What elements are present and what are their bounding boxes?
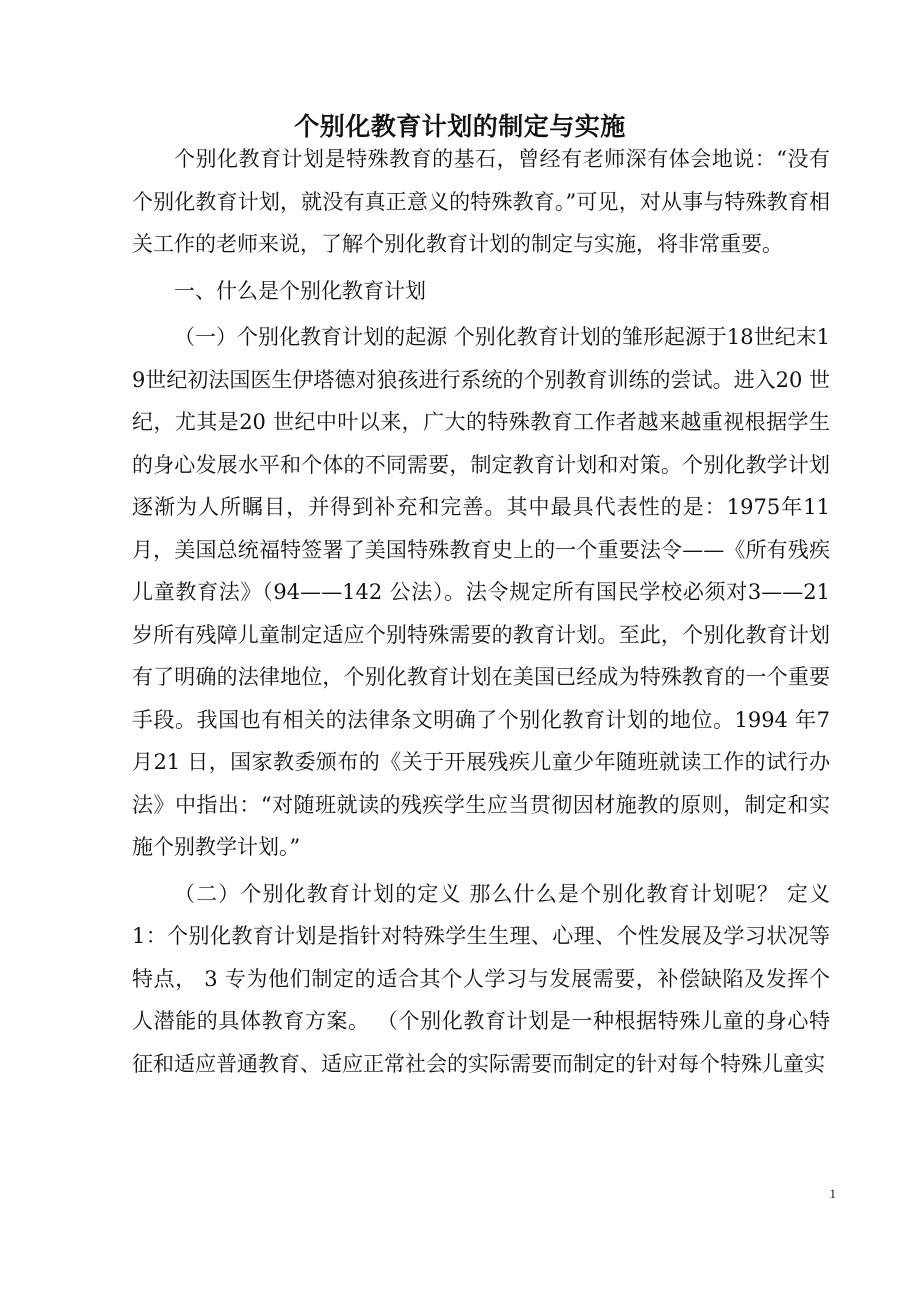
- document-body: [132, 138, 830, 1085]
- intro-paragraph: 个别化教育计划是特殊教育的基石，曾经有老师深有体会地说：“没有个别化教育计划，就没有真正意义的特殊教育。”可见，对从事与特殊教育相关工作的老师来说，了解个别化教育计划的制定与实施，将非常重要。: [132, 147, 830, 256]
- document-title: 个别化教育计划的制定与实施: [294, 111, 626, 141]
- subsection-definition-paragraph: （二）个别化教育计划的定义 那么什么是个别化教育计划呢？ 定义1：个别化教育计划是指针对特殊学生生理、心理、个性发展及学习状况等特点， 3 专为他们制定的适合其个人学习与发展需要，补偿缺陷及发挥个人潜能的具体教育方案。 （个别化教育计划是一种根据特殊儿童的身心特征和适应普通教育、适应正常社会的实际需要而制定的针对每个特殊儿童实: [132, 881, 830, 1076]
- section-heading-1: 一、什么是个别化教育计划: [174, 278, 426, 303]
- subsection-origin-paragraph: （一）个别化教育计划的起源 个别化教育计划的雏形起源于18世纪末19世纪初法国医生伊塔德对狼孩进行系统的个别教育训练的尝试。进入20 世纪，尤其是20 世纪中叶以来，广大的特殊教育工作者越来越重视根据学生的身心发展水平和个体的不同需要，制定教育计划和对策。个别化教学计划逐渐为人所瞩目，并得到补充和完善。其中最具代表性的是：1975年11 月，美国总统福特签署了美国特殊教育史上的一个重要法令——《所有残疾儿童教育法》（94——142 公法）。法令规定所有国民学校必须对3——21 岁所有残障儿童制定适应个别特殊需要的教育计划。至此，个别化教育计划有了明确的法律地位，个别化教育计划在美国已经成为特殊教育的一个重要手段。我国也有相关的法律条文明确了个别化教育计划的地位。1994 年7 月21 日，国家教委颁布的《关于开展残疾儿童少年随班就读工作的试行办法》中指出：“对随班就读的残疾学生应当贯彻因材施教的原则，制定和实施个别教学计划。”: [132, 325, 830, 859]
- page-number: 1: [829, 1186, 836, 1201]
